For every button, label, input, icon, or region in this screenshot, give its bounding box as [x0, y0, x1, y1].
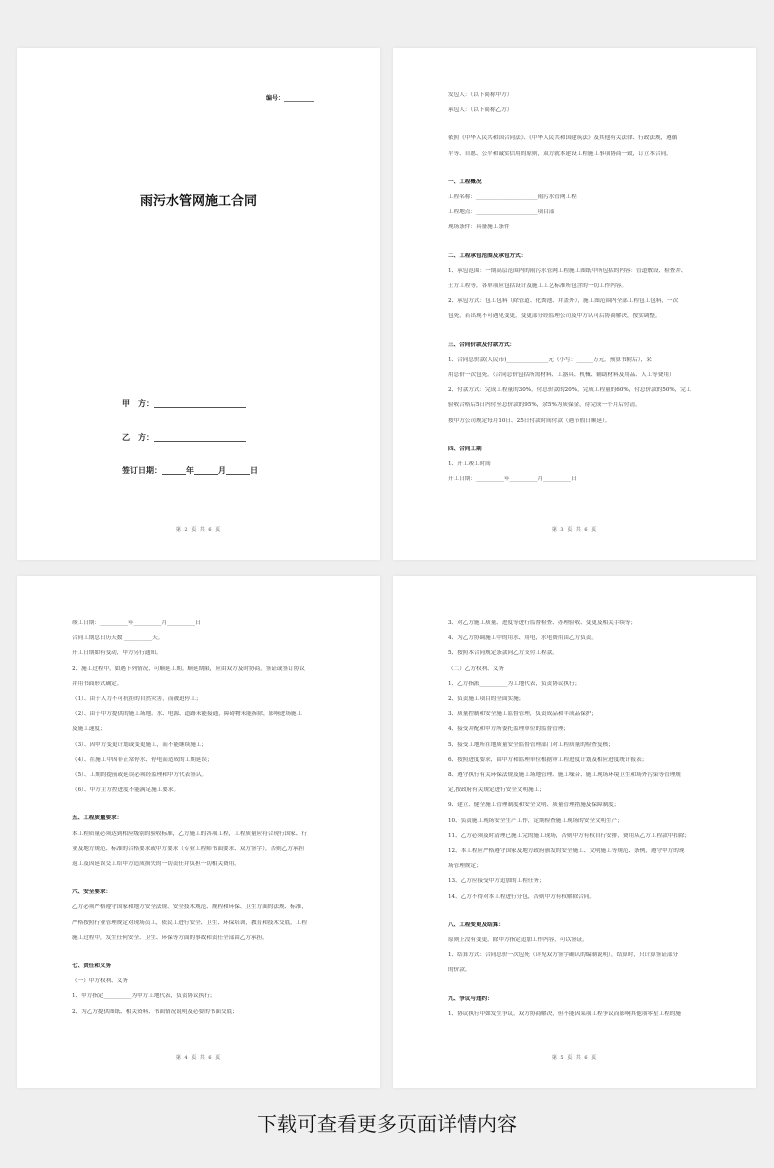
text-line: 业及地方规范、标准的合格要求或甲方要求（专业工程师书面要求、双方签字），否则乙方承担 [72, 845, 305, 852]
text-line: 13、乙方应接受甲方追加的工程任务； [448, 878, 545, 885]
text-line: 平等、自愿、公平和诚实信用的原则，双方就本建设工程施工事项协商一致，订立本合同。 [448, 150, 672, 157]
text-line: 1、甲方指定__________为甲方工地代表，负责协议执行； [72, 993, 216, 1000]
party-b-line: 乙 方：_______________________ [122, 432, 246, 442]
text-line: 现场条件：具备施工条件 [448, 224, 510, 231]
text-line: 8、遵守执行有关环保法规及施工场地管理、施工噪音、施工现场环境卫生和场外污染等管理规 [448, 772, 681, 778]
text-line: 2、付款方式：完成工程量的30%，付总价款的20%，完成工程量的60%，付总价款的50%，完工 [448, 387, 692, 394]
text-line: 12、本工程应严格遵守国家及地方政府颁发的安全施工、文明施工等规范、条例，遵守甲方的现 [448, 848, 685, 854]
text-line: 2、承包方式：包工包料（除管道、化粪池、井盖外），施工图范围内全部工程包工包料，一次 [448, 298, 679, 305]
text-line: 2、为乙方提供图纸、相关资料、书面情况说明及必要的书面交底； [72, 1008, 238, 1015]
text-line: （一）甲方权利、义务 [72, 978, 128, 985]
page-footer: 第 4 页 共 6 页 [175, 1055, 222, 1061]
section-heading: 九、争议与违约： [448, 995, 493, 1002]
text-line: 土方工程等，各单项应包括设计及施工工艺标准所包含的一切工作内容。 [448, 283, 628, 289]
text-line: 施工过程中，发生任何安全、卫生、环保等方面的事故和责任全部由乙方承担。 [72, 934, 268, 941]
text-line: 1、开工竣工时间 [448, 461, 491, 467]
text-line: （5）、工期的提前或延误必须经监理和甲方代表签认。 [72, 772, 208, 778]
text-line: 5、按照本合同规定条款向乙方支付工程款。 [448, 650, 558, 657]
text-line: 1、结算方式：合同总价一次包死（详见双方签字确认的编制说明），结算时，只计算签证部分 [448, 952, 679, 959]
text-line: 定,按政府有关规定进行安全文明施工； [448, 787, 545, 794]
section-heading: 四、合同工期 [448, 445, 482, 452]
text-line: 乙方必须严格遵守国家和地方安全法规、安全技术规范、规程和环保、卫生方面的法规、标准， [72, 904, 307, 911]
text-line: 9、建立、健全施工管理制度和安全文明、质量管理措施及保障制度； [448, 802, 620, 809]
text-line: 1、合同总价款(人民币)_______________元（小写：______万元，预算书附后），采 [448, 356, 652, 363]
text-line: 1、协议执行中如发生争议，双方协商解决，但不能因某项工程争议而影响其他项零星工程的施 [448, 1010, 681, 1017]
text-line: 按甲方公司规定每月10日、25日付款时间付款（遇节假日顺延）。 [448, 417, 611, 424]
text-line: （4）、在施工中因非正常停水、停电而造成的工期延误； [72, 756, 213, 763]
text-line: （3）、因甲方变更计划或变更施工，而不能继续施工； [72, 741, 208, 748]
text-line: 本工程质量必须达到相应级别的验收标准，乙方施工的各项工程，工程质量应符合现行国家、行 [72, 830, 307, 837]
text-line: 并用书面形式确定。 [72, 680, 123, 687]
text-line: 包死，若出现不可遇见变更，变更部分经监理公司及甲方认可后协商解决，按实调整。 [448, 313, 661, 320]
section-heading: 五、工程质量要求： [72, 815, 123, 822]
text-line: 2、施工过程中，如遇下列情况，可顺延工期。顺延期限，应由双方及时协商，签证或签订协议 [72, 665, 305, 672]
text-line: 严格按照行业管理规定对现场员工，依民工进行安全、卫生、环保培训，教育和技术交底，工程 [72, 919, 307, 926]
text-line: 2、负责施工项目的全面实施； [448, 696, 525, 702]
text-line: 3、对乙方施工质量、进度等进行监督检查、办理验收、变更及相关手续等； [448, 620, 637, 626]
page-cover [17, 48, 380, 560]
text-line: 开工日期如有变动，甲方另行通知。 [72, 650, 162, 657]
section-heading: 一、工程概况 [448, 178, 482, 185]
sign-date-line: 签订日期：______年______月______日 [122, 465, 258, 475]
text-line: 1、乙方指派__________为工地代表，负责协议执行； [448, 680, 581, 687]
text-line: 工程地点：______________________项目部 [448, 209, 555, 216]
text-line: （2）、由于甲方提供的施工场地、水、电源、道路未能接通，障碍物未能拆除，影响进场施工 [72, 711, 303, 718]
text-line: 合同工期总日历天数 __________天。 [72, 635, 164, 642]
text-line: 开工日期：__________年__________月__________日 [448, 476, 577, 483]
contract-title: 雨污水管网施工合同 [139, 194, 257, 209]
text-line: 竣工日期：__________年__________月__________日 [72, 620, 201, 626]
page-footer: 第 2 页 共 6 页 [175, 527, 222, 533]
page-2 [393, 48, 756, 560]
text-line: 4、为乙方协调施工中的用水、用电，水电费用由乙方负责。 [448, 635, 597, 642]
section-heading: 八、工程变更及结算： [448, 921, 504, 928]
text-line: 场管理规定； [448, 863, 482, 870]
text-line: 11、乙方必须及时清理已施工完的施工现场，否则甲方有权自行安排，费用从乙方工程款中扣除； [448, 832, 691, 839]
text-line: 工程名称：______________________雨污水管网工程 [448, 194, 577, 200]
page-4 [393, 576, 756, 1088]
party-a-line: 甲 方：_______________________ [122, 398, 246, 408]
section-heading: 七、责任和义务 [72, 963, 112, 969]
text-line: 依照《中华人民共和国合同法》、《中华人民共和国建筑法》及其他有关法律、行政法规，遵循 [448, 135, 678, 142]
section-heading: 二、工程承包范围及承包方式： [448, 252, 527, 259]
section-heading: 三、合同价款及付款方式： [448, 341, 516, 348]
text-line: 6、按照进度要求，由甲方和监理单位根据审工程进度计划及相应进度统计报表； [448, 756, 648, 763]
download-caption: 下载可查看更多页面详情内容 [257, 1112, 517, 1136]
section-heading: 六、安全要求： [72, 889, 112, 896]
text-line: （二）乙方权利、义务 [448, 665, 504, 672]
text-line: 返工及因延误交工给甲方造成损失的一切责任并负担一切相关费用。 [72, 861, 240, 867]
text-line: 14、乙方不得对本工程进行分包，否则甲方有权解除合同。 [448, 893, 595, 900]
text-line: 3、质量控制和安全施工监督管理，负责成品和半成品保护； [448, 711, 597, 718]
text-line: 发包人：（以下简称甲方） [448, 92, 513, 98]
page-3 [17, 576, 380, 1088]
text-line: 及施工速度； [72, 726, 106, 733]
contract-number: 编号：__________ [266, 95, 315, 102]
text-line: （1）、由于人力不可抗拒的自然灾害，而被迫停工； [72, 696, 202, 702]
text-line: 4、接受并配和甲方所委托监理单位的监督管理； [448, 726, 570, 733]
text-line: 验收合格后5日内付至总价款的95%，余5%为质保金，待完成一个月后付清。 [448, 402, 641, 409]
text-line: （6）、甲方主方控进度不能满足施工要求。 [72, 787, 180, 794]
text-line: 5、接受工地所在地质量安全监督管理部门对工程质量的检查复核； [448, 741, 614, 748]
text-line: 的价款。 [448, 967, 471, 974]
page-footer: 第 3 页 共 6 页 [551, 527, 598, 533]
page-footer: 第 5 页 共 6 页 [551, 1055, 598, 1061]
text-line: 1、承包范围：一期高层范围内的雨污水管网工程施工图纸中所包括的内容：管道敷设、检查井、 [448, 267, 687, 274]
text-line: 承包人：（以下简称乙方） [448, 107, 513, 114]
text-line: 10、负责施工现场安全生产工作，定期检查施工现场的安全文明生产； [448, 817, 623, 824]
text-line: 用总价一次包死。（合同总价包括所需材料、工器具、机械、辅助材料及用品、人工等费用） [448, 372, 675, 378]
text-line: 原则上没有变更，除甲方指定追加工作内容，可以签证。 [448, 937, 588, 943]
